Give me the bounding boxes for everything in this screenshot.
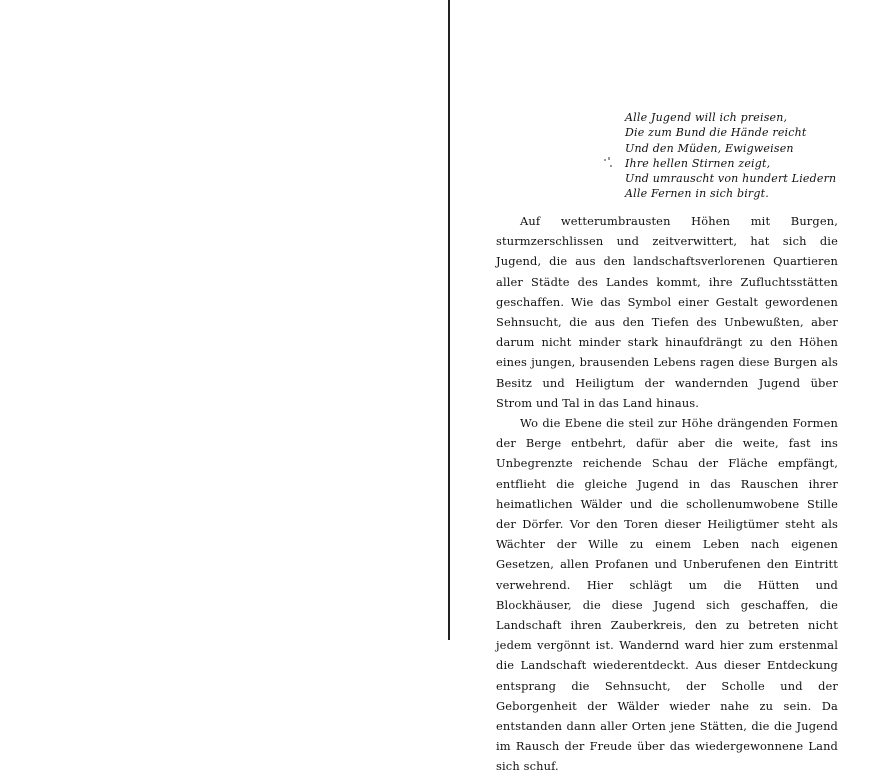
poem-line: Und den Müden, Ewigweisen xyxy=(625,141,794,155)
poem-epigraph xyxy=(625,110,836,202)
paragraph: Wo die Ebene die steil zur Höhe drängenden Formen der Berge entbehrt, dafür aber die weite, fast ins Unbegrenzte reichende Schau der Fläche empfängt, entflieht die gleiche Jugend in das Rauschen ihrer heimatlichen Wälder und die schollenumwobene Stille der Dörfer. Vor den Toren dieser Heiligtümer steht als Wächter der Wille zu einem Leben nach eigenen Gesetzen, allen Profanen und Unberufenen den Eintritt verwehrend. Hier schlägt um die Hütten und Blockhäuser, die diese Jugend sich geschaffen, die Landschaft ihren Zauberkreis, den zu betreten nicht jedem vergönnt ist. Wandernd ward hier zum erstenmal die Landschaft wiederentdeckt. Aus dieser Entdeckung entsprang die Sehnsucht, der Scholle und der Geborgenheit der Wälder wieder nahe zu sein. Da entstanden dann aller Orten jene Stätten, die die Jugend im Rausch der Freude über das wiedergewonnene Land sich schuf. xyxy=(496,416,838,774)
body-text xyxy=(496,211,838,777)
poem-line: Und umrauscht von hundert Liedern xyxy=(625,172,837,186)
paragraph: Auf wetterumbrausten Höhen mit Burgen, sturmzerschlissen und zeitverwittert, hat sich die Jugend, die aus den landschaftsverlorenen Quartieren aller Städte des Landes kommt, ihre Zufluchtsstätten geschaffen. Wie das Symbol einer Gestalt gewordenen Sehnsucht, die aus den Tiefen des Unbewußten, aber darum nicht minder stark hinaufdrängt zu den Höhen eines jungen, brausenden Lebens ragen diese Burgen als Besitz und Heiligtum der wandernden Jugend über Strom und Tal in das Land hinaus. xyxy=(496,214,838,410)
poem-line: Alle Fernen in sich birgt. xyxy=(625,187,769,201)
print-speck xyxy=(604,157,614,169)
poem-line: Ihre hellen Stirnen zeigt, xyxy=(625,156,771,170)
poem-line: Alle Jugend will ich preisen, xyxy=(625,111,788,124)
left-page-blank xyxy=(0,0,448,640)
poem-line: Die zum Bund die Hände reicht xyxy=(625,126,807,140)
